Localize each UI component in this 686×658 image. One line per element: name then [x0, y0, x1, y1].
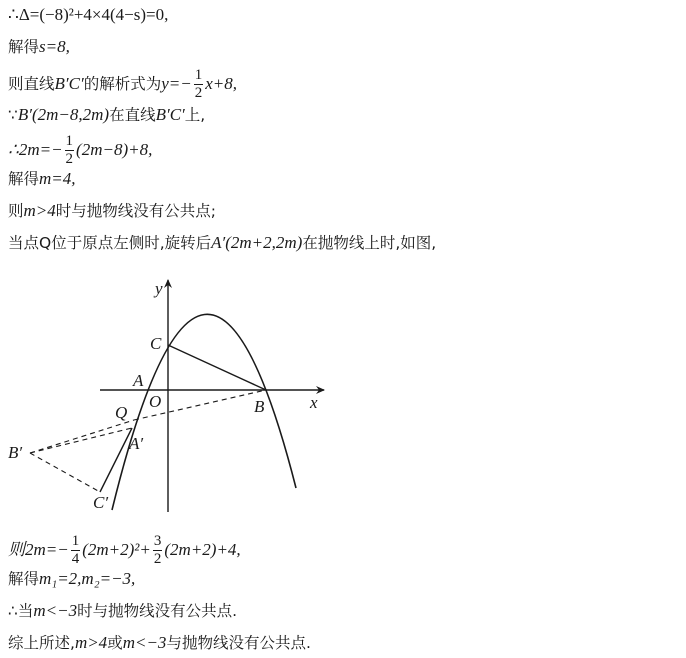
math: y=− [161, 74, 192, 93]
text-line-7 [8, 198, 216, 224]
label-x-axis: x [310, 393, 318, 412]
text-line-5 [8, 133, 153, 167]
text: 时与抛物线没有公共点. [77, 602, 238, 620]
text: 在抛物线上时,如图, [302, 234, 437, 252]
text: ∵ [8, 106, 18, 124]
text: 上, [184, 106, 206, 124]
math: s=8, [39, 37, 70, 56]
text: 当点Q位于原点左侧时,旋转后 [8, 234, 212, 252]
math: A′(2m+2,2m) [211, 233, 303, 252]
text-line-11 [8, 598, 237, 624]
text-line-4 [8, 102, 205, 128]
text-line-9 [8, 533, 241, 567]
text-line-1 [8, 2, 168, 28]
label-point-a: A [133, 371, 144, 390]
math: m=4, [39, 169, 76, 188]
label-point-b: B [254, 397, 265, 416]
dashed-lines [30, 390, 266, 492]
label-point-c-prime: C′ [93, 493, 109, 512]
parabola-figure [0, 272, 686, 522]
label-point-a-prime: A′ [129, 434, 144, 453]
math: B′(2m−8,2m) [17, 105, 110, 124]
math: (2m+2)+4, [164, 540, 241, 559]
text-line-6 [8, 166, 76, 192]
text: 解得 [8, 170, 40, 188]
math: B′C′ [54, 74, 84, 93]
math: m₁=2,m₂=−3, [39, 569, 136, 588]
label-point-q: Q [115, 403, 128, 422]
math: m>4 [23, 201, 56, 220]
text: 则 [8, 202, 24, 220]
text-line-2 [8, 34, 70, 60]
label-point-b-prime: B′ [8, 443, 23, 462]
math: m>4 [74, 633, 108, 652]
math: (2m−8)+8, [76, 140, 153, 159]
label-point-c: C [150, 334, 162, 353]
fraction: $\frac{3}{2}$ [153, 533, 162, 567]
text-line-8 [8, 230, 436, 256]
segment-cb [168, 345, 266, 390]
text: 在直线 [109, 106, 156, 124]
text: 则直线 [8, 75, 55, 93]
math: ∴2m=− [8, 140, 63, 159]
text: ∴当 [8, 602, 34, 620]
fraction: $\frac{1}{2}$ [65, 133, 74, 167]
text: 解得 [8, 38, 40, 56]
text-line-10 [8, 566, 135, 592]
fraction: $\frac{1}{4}$ [71, 533, 80, 567]
math: x+8, [205, 74, 237, 93]
text-line-12 [8, 630, 311, 656]
text: 综上所述, [8, 634, 75, 652]
text: 时与抛物线没有公共点; [55, 202, 216, 220]
text: 解得 [8, 570, 40, 588]
label-point-o: O [149, 392, 162, 411]
segment-b-prime-a-prime [30, 428, 132, 453]
label-y-axis: y [155, 279, 163, 298]
text: 与抛物线没有公共点. [166, 634, 311, 652]
segment-b-prime-c-prime [30, 453, 100, 492]
segment-b-prime-q [30, 420, 134, 453]
text: 或 [107, 634, 123, 652]
math: (2m+2)²+ [82, 540, 151, 559]
equation-discriminant: ∴Δ=(−8)²+4×4(4−s)=0, [8, 5, 169, 24]
text-line-3 [8, 67, 237, 101]
math: m<−3 [122, 633, 167, 652]
parabola-curve [112, 314, 296, 510]
text: 的解析式为 [83, 75, 162, 93]
math: 则2m=− [8, 540, 69, 559]
fraction: $\frac{1}{2}$ [194, 67, 203, 101]
segment-c-prime-a-prime [100, 428, 132, 492]
math: B′C′ [155, 105, 185, 124]
math: m<−3 [33, 601, 78, 620]
